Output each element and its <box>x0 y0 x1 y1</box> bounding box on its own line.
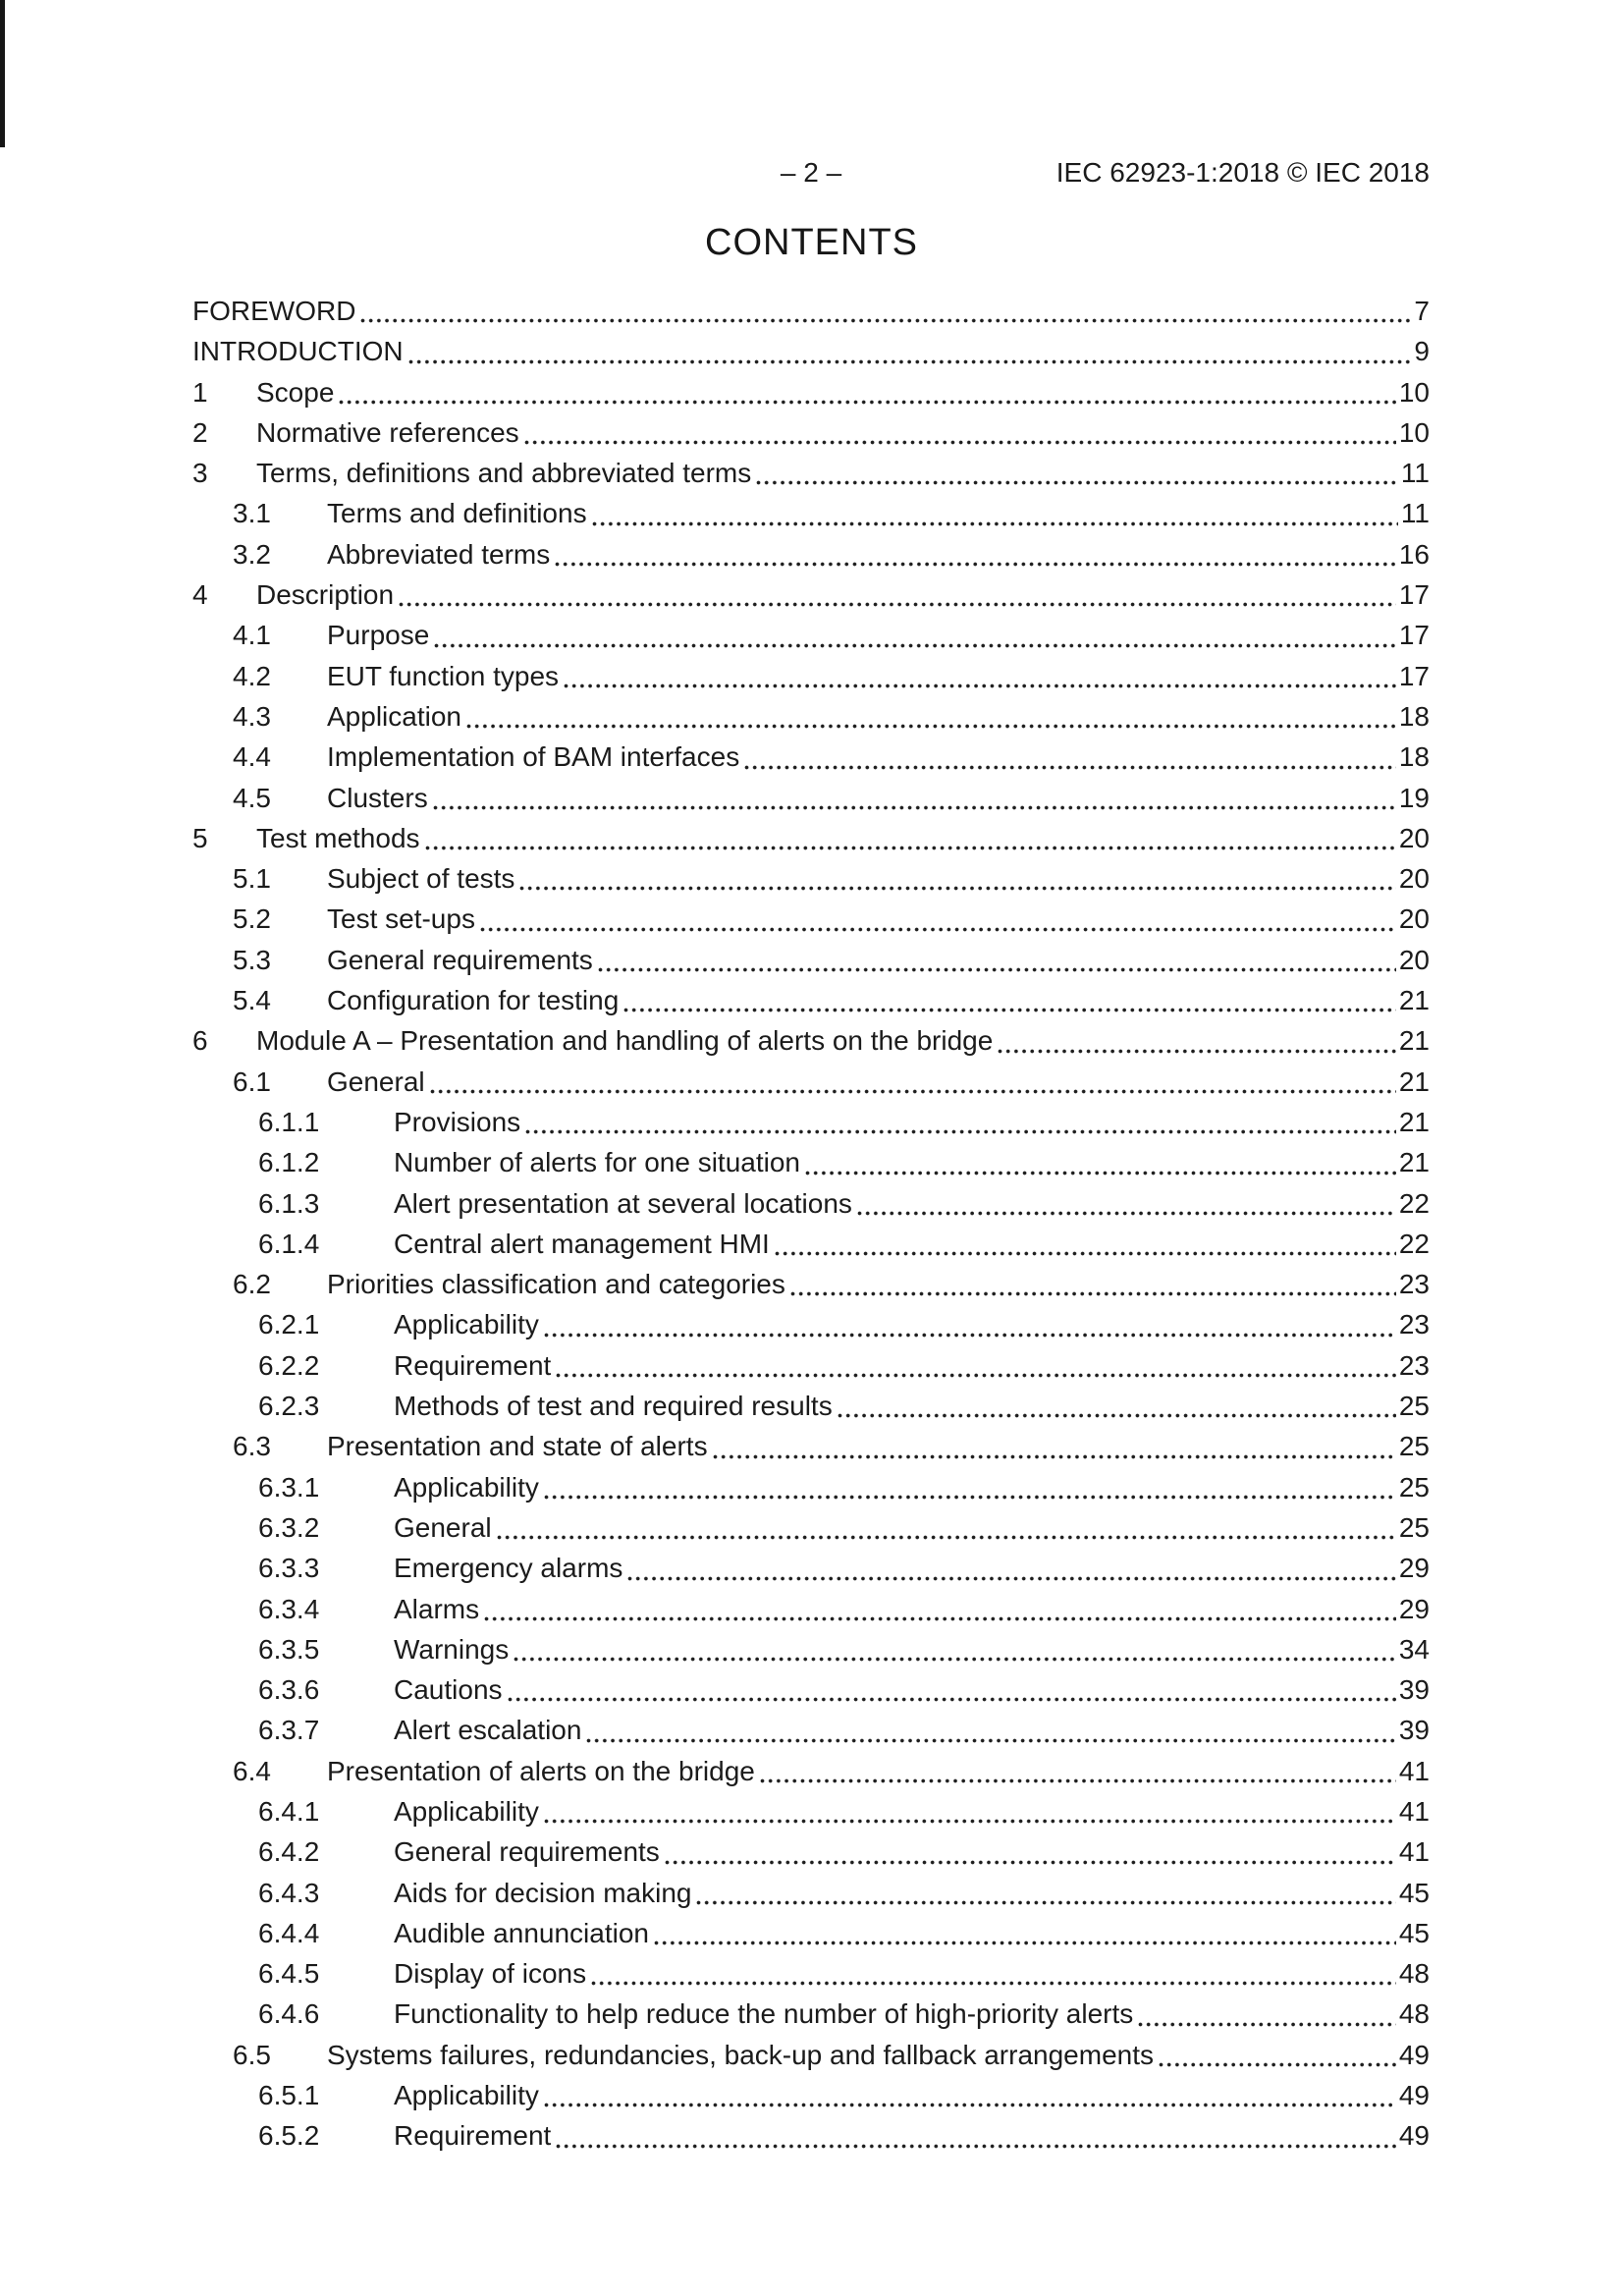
dot-leader <box>360 318 1411 323</box>
toc-entry-page: 19 <box>1398 782 1430 813</box>
toc-entry-number: 6.4 <box>233 1755 271 1786</box>
dot-leader <box>775 1251 1396 1256</box>
toc-entry-title: Methods of test and required results <box>394 1391 833 1422</box>
toc-entry-title: Central alert management HMI <box>394 1228 770 1259</box>
toc-entry-title: Presentation of alerts on the bridge <box>327 1755 755 1786</box>
dot-leader <box>544 1819 1396 1824</box>
toc-entry <box>192 656 1430 696</box>
toc-entry-title: Subject of tests <box>327 863 515 895</box>
toc-entry-page: 39 <box>1398 1674 1430 1706</box>
toc-entry-title: Warnings <box>394 1633 510 1665</box>
toc-entry-title: Number of alerts for one situation <box>394 1147 800 1178</box>
toc-entry <box>192 372 1430 412</box>
dot-leader <box>623 1008 1396 1012</box>
toc-entry-page: 49 <box>1398 2080 1430 2111</box>
toc-entry-number: 6 <box>192 1025 208 1057</box>
toc-entry-page: 16 <box>1398 538 1430 570</box>
toc-entry-title: Configuration for testing <box>327 985 620 1016</box>
toc-entry-page: 17 <box>1398 579 1430 611</box>
toc-entry-title: General requirements <box>327 944 593 975</box>
toc-entry <box>192 1507 1430 1548</box>
toc-entry-number: 6.4.2 <box>258 1836 320 1868</box>
dot-leader <box>519 886 1395 891</box>
toc-entry-title: Systems failures, redundancies, back-up and fallback arrangements <box>327 2039 1154 2070</box>
toc-entry-page: 41 <box>1398 1795 1430 1827</box>
toc-entry-number: 6.1.3 <box>258 1187 320 1219</box>
toc-entry-title: Terms, definitions and abbreviated terms <box>256 458 752 489</box>
toc-entry-number: 6.2.3 <box>258 1391 320 1422</box>
toc-entry-page: 34 <box>1398 1633 1430 1665</box>
toc-entry-page: 21 <box>1398 1147 1430 1178</box>
toc-entry-page: 18 <box>1398 700 1430 732</box>
toc-entry <box>192 696 1430 737</box>
toc-entry-page: 49 <box>1398 2120 1430 2152</box>
toc-entry-page: 21 <box>1398 1066 1430 1097</box>
page-number-marker: – 2 – <box>780 157 842 188</box>
toc-entry-number: 6.1 <box>233 1066 271 1097</box>
toc-entry-title: Aids for decision making <box>394 1877 692 1908</box>
toc-entry-number: 6.2 <box>233 1269 271 1300</box>
toc-entry <box>192 980 1430 1020</box>
toc-entry-title: Priorities classification and categories <box>327 1269 785 1300</box>
toc-entry-page: 17 <box>1398 660 1430 691</box>
toc-entry-number: 6.1.2 <box>258 1147 320 1178</box>
toc-entry-page: 9 <box>1414 336 1430 367</box>
toc-entry-title: Alert escalation <box>394 1715 582 1746</box>
dot-leader <box>696 1900 1395 1905</box>
toc-entry-page: 48 <box>1398 1998 1430 2030</box>
toc-entry-title: Provisions <box>394 1106 521 1137</box>
toc-entry-page: 11 <box>1400 498 1430 529</box>
toc-entry-title: Applicability <box>394 1309 539 1340</box>
toc-entry <box>192 899 1430 939</box>
toc-entry <box>192 1264 1430 1304</box>
toc-entry-number: 5.3 <box>233 944 271 975</box>
toc-entry <box>192 493 1430 533</box>
dot-leader <box>430 1089 1396 1094</box>
toc-entry <box>192 1548 1430 1588</box>
toc-entry-page: 23 <box>1398 1349 1430 1381</box>
dot-leader <box>524 440 1396 445</box>
toc-entry <box>192 1589 1430 1629</box>
toc-entry-number: 4.4 <box>233 741 271 773</box>
toc-entry <box>192 1062 1430 1102</box>
toc-entry-page: 25 <box>1398 1471 1430 1503</box>
toc-entry-page: 29 <box>1398 1593 1430 1624</box>
toc-entry-title: Applicability <box>394 2080 539 2111</box>
toc-entry <box>192 1710 1430 1750</box>
toc-entry-number: 5 <box>192 822 208 853</box>
toc-entry-page: 21 <box>1398 985 1430 1016</box>
toc-entry-number: 4.1 <box>233 620 271 651</box>
toc-entry-page: 39 <box>1398 1715 1430 1746</box>
toc-entry <box>192 818 1430 858</box>
toc-entry-page: 18 <box>1398 741 1430 773</box>
toc-entry-number: 6.3.6 <box>258 1674 320 1706</box>
toc-entry-page: 20 <box>1398 903 1430 935</box>
toc-entry <box>192 615 1430 655</box>
toc-entry <box>192 1426 1430 1466</box>
toc-entry <box>192 1142 1430 1182</box>
dot-leader <box>760 1778 1396 1783</box>
toc-entry-number: 6.3 <box>233 1431 271 1462</box>
toc-entry-page: 48 <box>1398 1958 1430 1990</box>
toc-entry-title: Requirement <box>394 1349 552 1381</box>
toc-entry <box>192 1953 1430 1994</box>
dot-leader <box>484 1616 1396 1621</box>
toc-entry <box>192 574 1430 615</box>
toc-entry <box>192 1669 1430 1710</box>
toc-entry-title: Functionality to help reduce the number of high-priority alerts <box>394 1998 1134 2030</box>
toc-entry-title: Clusters <box>327 782 428 813</box>
toc-entry-title: Emergency alarms <box>394 1553 623 1584</box>
toc-entry <box>192 2115 1430 2156</box>
toc-entry-number: 6.3.3 <box>258 1553 320 1584</box>
toc-entry-title: Abbreviated terms <box>327 538 551 570</box>
toc-entry-page: 23 <box>1398 1309 1430 1340</box>
toc-entry-number: 6.4.1 <box>258 1795 320 1827</box>
toc-entry-number: 6.1.1 <box>258 1106 320 1137</box>
dot-leader <box>1138 2022 1396 2027</box>
toc-entry-title: Implementation of BAM interfaces <box>327 741 740 773</box>
dot-leader <box>1159 2062 1396 2067</box>
dot-leader <box>514 1657 1396 1662</box>
toc-entry-number: 4.5 <box>233 782 271 813</box>
toc-entry <box>192 1386 1430 1426</box>
toc-entry <box>192 1345 1430 1386</box>
toc-entry-title: EUT function types <box>327 660 560 691</box>
toc-entry-title: Audible annunciation <box>394 1917 649 1948</box>
toc-entry-number: 3.1 <box>233 498 271 529</box>
toc-entry-title: Presentation and state of alerts <box>327 1431 708 1462</box>
toc-entry-number: 6.5.2 <box>258 2120 320 2152</box>
toc-entry-number: 5.2 <box>233 903 271 935</box>
toc-entry <box>192 2075 1430 2115</box>
toc-entry <box>192 1102 1430 1142</box>
dot-leader <box>592 521 1398 526</box>
toc-entry <box>192 940 1430 980</box>
contents-heading: CONTENTS <box>705 222 918 263</box>
toc-entry <box>192 1994 1430 2034</box>
dot-leader <box>466 724 1396 729</box>
toc-entry-number: 6.5 <box>233 2039 271 2070</box>
dot-leader <box>805 1171 1396 1175</box>
dot-leader <box>654 1941 1396 1945</box>
dot-leader <box>744 765 1396 770</box>
toc-entry-page: 20 <box>1398 863 1430 895</box>
toc-entry <box>192 1831 1430 1872</box>
toc-entry-number: 3.2 <box>233 538 271 570</box>
toc-entry-page: 23 <box>1398 1269 1430 1300</box>
toc-entry-number: 2 <box>192 416 208 448</box>
toc-entry-page: 41 <box>1398 1836 1430 1868</box>
toc-entry-page: 25 <box>1398 1511 1430 1543</box>
toc-entry-page: 17 <box>1398 620 1430 651</box>
dot-leader <box>665 1860 1396 1865</box>
toc-entry-title: Scope <box>256 376 335 408</box>
toc-entry-page: 22 <box>1398 1187 1430 1219</box>
toc-entry-page: 41 <box>1398 1755 1430 1786</box>
toc-entry-page: 22 <box>1398 1228 1430 1259</box>
toc-entry <box>192 1791 1430 1831</box>
dot-leader <box>564 683 1396 688</box>
toc-entry <box>192 1913 1430 1953</box>
page-header <box>192 157 1430 191</box>
table-of-contents <box>192 291 1430 2157</box>
toc-entry-number: 6.2.1 <box>258 1309 320 1340</box>
dot-leader <box>525 1129 1396 1134</box>
toc-entry-page: 20 <box>1398 822 1430 853</box>
toc-entry <box>192 534 1430 574</box>
dot-leader <box>434 643 1396 648</box>
toc-entry-title: Test methods <box>256 822 420 853</box>
toc-entry-number: 6.4.6 <box>258 1998 320 2030</box>
toc-entry-number: 6.5.1 <box>258 2080 320 2111</box>
toc-entry-page: 21 <box>1398 1106 1430 1137</box>
toc-entry-title: Display of icons <box>394 1958 587 1990</box>
dot-leader <box>838 1413 1396 1418</box>
dot-leader <box>544 2103 1396 2107</box>
scan-edge-artifact <box>0 0 5 147</box>
toc-entry-title: Terms and definitions <box>327 498 587 529</box>
dot-leader <box>399 602 1396 607</box>
toc-entry <box>192 453 1430 493</box>
toc-entry <box>192 1467 1430 1507</box>
dot-leader <box>591 1981 1396 1986</box>
dot-leader <box>857 1211 1396 1216</box>
dot-leader <box>508 1697 1396 1702</box>
toc-entry-page: 25 <box>1398 1431 1430 1462</box>
toc-entry-title: Purpose <box>327 620 430 651</box>
toc-entry-title: Applicability <box>394 1471 539 1503</box>
toc-entry-number: 6.4.3 <box>258 1877 320 1908</box>
dot-leader <box>598 967 1396 972</box>
toc-entry-page: 45 <box>1398 1917 1430 1948</box>
toc-entry-title: Application <box>327 700 461 732</box>
dot-leader <box>425 846 1396 850</box>
dot-leader <box>790 1291 1396 1296</box>
dot-leader <box>555 562 1396 567</box>
toc-entry-title: Test set-ups <box>327 903 475 935</box>
toc-entry-title: Requirement <box>394 2120 552 2152</box>
dot-leader <box>713 1454 1396 1459</box>
dot-leader <box>544 1495 1396 1500</box>
toc-entry-number: 6.4.5 <box>258 1958 320 1990</box>
toc-entry <box>192 737 1430 777</box>
toc-entry <box>192 1224 1430 1264</box>
toc-entry-page: 25 <box>1398 1391 1430 1422</box>
dot-leader <box>480 927 1396 932</box>
toc-entry-number: 3 <box>192 458 208 489</box>
toc-entry-number: 4.3 <box>233 700 271 732</box>
dot-leader <box>586 1738 1395 1743</box>
toc-entry <box>192 778 1430 818</box>
dot-leader <box>556 1373 1396 1378</box>
toc-entry-title: Module A – Presentation and handling of alerts on the bridge <box>256 1025 994 1057</box>
toc-entry-page: 29 <box>1398 1553 1430 1584</box>
dot-leader <box>408 359 1412 364</box>
toc-entry-page: 10 <box>1398 416 1430 448</box>
toc-entry-page: 7 <box>1414 296 1430 326</box>
toc-entry-page: 11 <box>1400 458 1430 489</box>
toc-entry <box>192 331 1430 371</box>
toc-entry-title: INTRODUCTION <box>192 336 404 367</box>
toc-entry <box>192 1751 1430 1791</box>
toc-entry <box>192 412 1430 453</box>
toc-entry-title: Applicability <box>394 1795 539 1827</box>
toc-entry-number: 6.3.5 <box>258 1633 320 1665</box>
toc-entry-number: 6.3.4 <box>258 1593 320 1624</box>
toc-entry <box>192 1629 1430 1669</box>
toc-entry-title: FOREWORD <box>192 296 356 326</box>
toc-entry <box>192 1304 1430 1344</box>
dot-leader <box>433 805 1396 810</box>
dot-leader <box>756 480 1398 485</box>
toc-entry-number: 4 <box>192 579 208 611</box>
toc-entry-number: 6.3.7 <box>258 1715 320 1746</box>
toc-entry-title: General <box>327 1066 425 1097</box>
toc-entry-title: Alarms <box>394 1593 480 1624</box>
toc-entry-number: 4.2 <box>233 660 271 691</box>
toc-entry-title: Alert presentation at several locations <box>394 1187 852 1219</box>
toc-entry-title: General requirements <box>394 1836 660 1868</box>
toc-entry <box>192 2035 1430 2075</box>
toc-entry-page: 10 <box>1398 376 1430 408</box>
toc-entry <box>192 1020 1430 1061</box>
toc-entry-title: Description <box>256 579 395 611</box>
toc-entry <box>192 1873 1430 1913</box>
dot-leader <box>627 1576 1395 1581</box>
toc-entry-number: 5.4 <box>233 985 271 1016</box>
toc-entry-page: 21 <box>1398 1025 1430 1057</box>
toc-entry-title: General <box>394 1511 492 1543</box>
toc-entry <box>192 858 1430 899</box>
dot-leader <box>556 2144 1396 2149</box>
toc-entry-number: 5.1 <box>233 863 271 895</box>
toc-entry-number: 6.2.2 <box>258 1349 320 1381</box>
toc-entry-page: 49 <box>1398 2039 1430 2070</box>
toc-entry-number: 6.4.4 <box>258 1917 320 1948</box>
toc-entry <box>192 291 1430 331</box>
toc-entry-page: 45 <box>1398 1877 1430 1908</box>
dot-leader <box>998 1049 1396 1054</box>
toc-entry-page: 20 <box>1398 944 1430 975</box>
document-reference: IEC 62923-1:2018 © IEC 2018 <box>1055 157 1430 188</box>
dot-leader <box>339 400 1395 405</box>
toc-entry-number: 6.3.2 <box>258 1511 320 1543</box>
toc-entry <box>192 1183 1430 1224</box>
toc-entry-number: 6.3.1 <box>258 1471 320 1503</box>
dot-leader <box>497 1535 1396 1540</box>
toc-entry-number: 1 <box>192 376 208 408</box>
toc-entry-title: Cautions <box>394 1674 503 1706</box>
toc-entry-number: 6.1.4 <box>258 1228 320 1259</box>
dot-leader <box>544 1333 1396 1338</box>
toc-entry-title: Normative references <box>256 416 519 448</box>
